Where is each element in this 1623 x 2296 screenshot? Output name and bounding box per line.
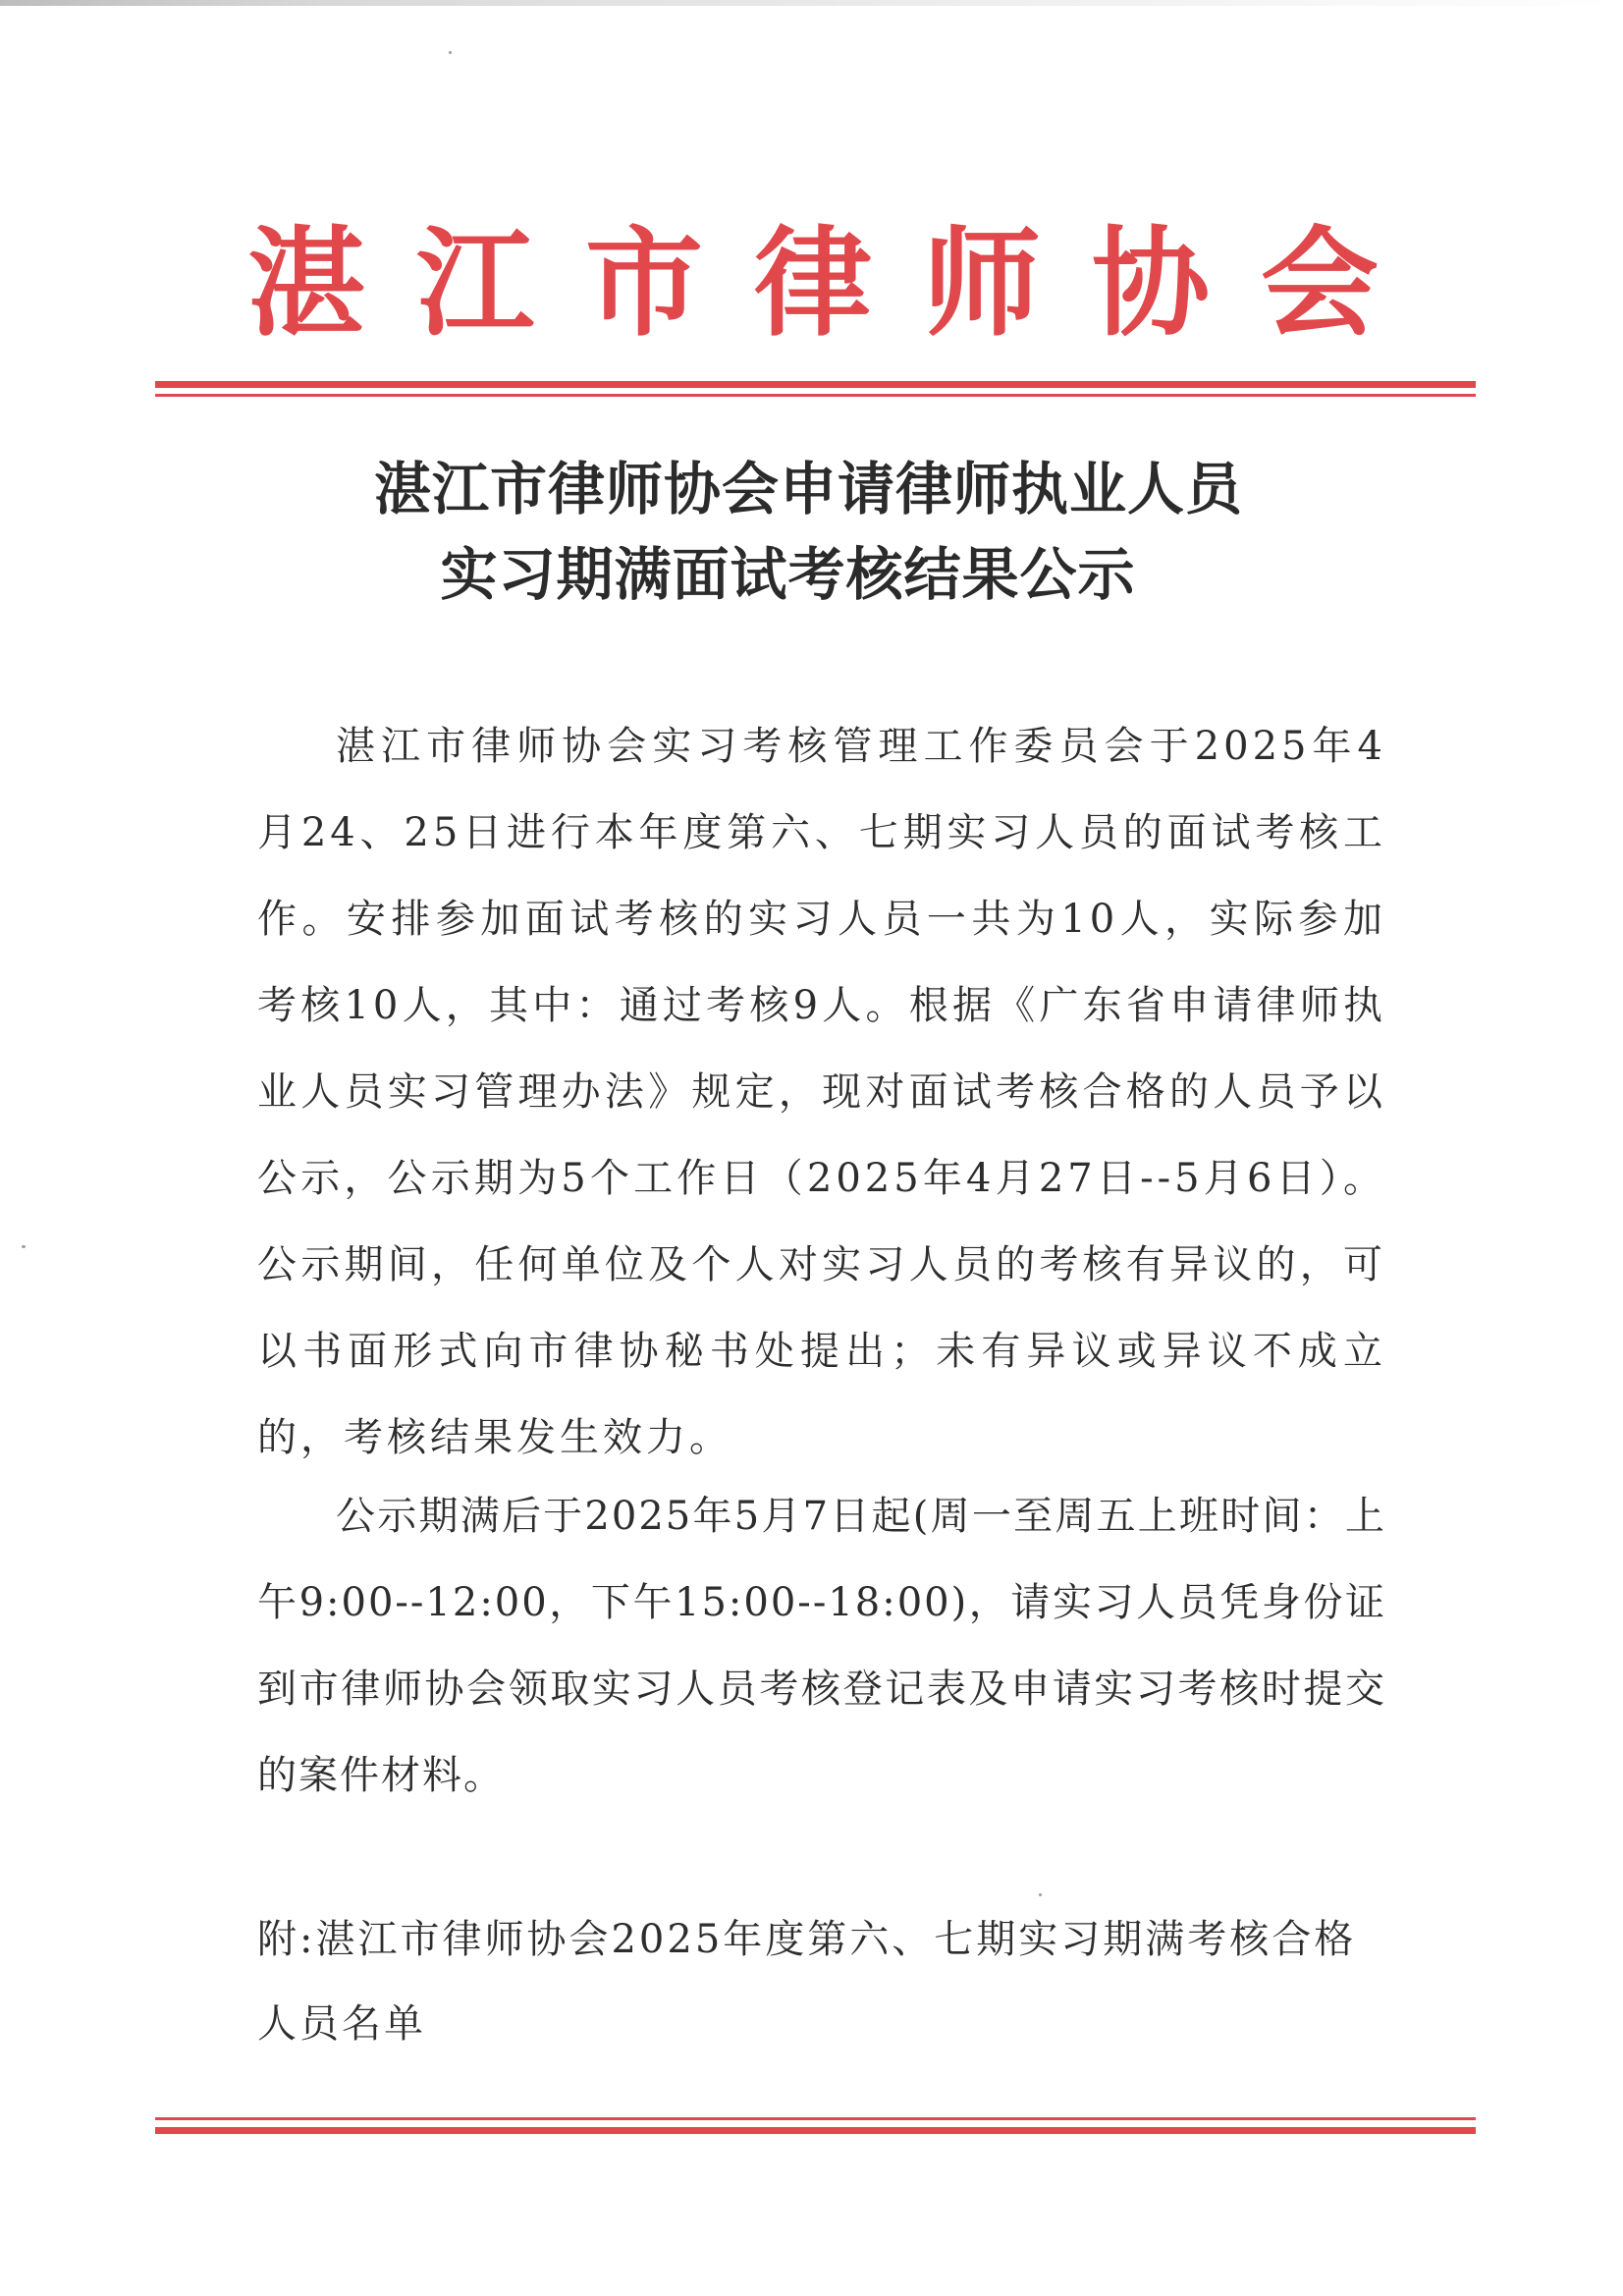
header-rule-thick — [155, 381, 1476, 388]
header-rule-thin — [155, 394, 1476, 397]
body-paragraph-2: 公示期满后于2025年5月7日起(周一至周五上班时间：上午9:00--12:00，下午15:00--18:00)，请实习人员凭身份证到市律师协会领取实习人员考核登记表及申请实习考核时提交的案件材料。 — [257, 1494, 1386, 1798]
org-header: 湛江市律师协会 — [247, 216, 1430, 353]
footer-rule-thin — [155, 2117, 1476, 2120]
scan-top-edge — [0, 0, 1623, 6]
scan-speck — [1039, 1893, 1042, 1896]
footer-rule-thick — [155, 2127, 1476, 2134]
scan-speck — [449, 51, 452, 54]
doc-title-line-1: 湛江市律师协会申请律师执业人员 — [373, 456, 1243, 522]
scan-speck — [22, 1245, 26, 1248]
doc-title-line-2: 实习期满面试考核结果公示 — [440, 541, 1136, 608]
attachment-note: 附:湛江市律师协会2025年度第六、七期实习期满考核合格人员名单 — [257, 1917, 1357, 2047]
body-paragraph-1: 湛江市律师协会实习考核管理工作委员会于2025年4月24、25日进行本年度第六、七期实习人员的面试考核工作。安排参加面试考核的实习人员一共为10人，实际参加考核10人，其中：通过考核9人。根据《广东省申请律师执业人员实习管理办法》规定，现对面试考核合格的人员予以公示，公示期为5个工作日（2025年4月27日--5月6日）。公示期间，任何单位及个人对实习人员的考核有异议的，可以书面形式向市律协秘书处提出；未有异议或异议不成立的，考核结果发生效力。 — [257, 724, 1386, 1460]
